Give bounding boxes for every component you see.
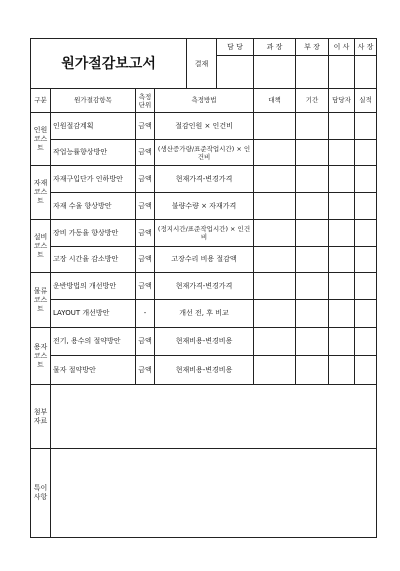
item-cell: 운반방법의 개선방안 bbox=[51, 273, 136, 300]
plan-cell[interactable] bbox=[254, 356, 296, 385]
method-cell: 불량수량 × 자재가격 bbox=[155, 193, 254, 220]
result-cell[interactable] bbox=[355, 356, 377, 385]
approval-role-dept-head: 부 장 bbox=[296, 39, 329, 56]
unit-cell: 금액 bbox=[136, 356, 155, 385]
period-cell[interactable] bbox=[296, 356, 329, 385]
plan-cell[interactable] bbox=[254, 220, 296, 247]
method-cell: 고장수리 비용 절감액 bbox=[155, 247, 254, 273]
approval-label-text: 결재 bbox=[194, 59, 209, 68]
plan-cell[interactable] bbox=[254, 273, 296, 300]
attachments-label: 첨부자료 bbox=[31, 385, 51, 449]
item-cell: 물자 절약방안 bbox=[51, 356, 136, 385]
method-cell: (생산증가량/표준작업시간) × 인건비 bbox=[155, 140, 254, 166]
plan-cell[interactable] bbox=[254, 328, 296, 356]
plan-cell[interactable] bbox=[254, 247, 296, 273]
attachments-field[interactable] bbox=[51, 385, 377, 449]
unit-cell: 금액 bbox=[136, 140, 155, 166]
approval-role-manager: 담 당 bbox=[217, 39, 254, 56]
owner-cell[interactable] bbox=[329, 113, 355, 140]
signature-box[interactable] bbox=[254, 56, 296, 89]
period-cell[interactable] bbox=[296, 300, 329, 328]
result-cell[interactable] bbox=[355, 220, 377, 247]
item-cell: 작업능률향상방안 bbox=[51, 140, 136, 166]
approval-role-president: 사 장 bbox=[355, 39, 377, 56]
result-cell[interactable] bbox=[355, 273, 377, 300]
item-cell: LAYOUT 개선방안 bbox=[51, 300, 136, 328]
notes-field[interactable] bbox=[51, 449, 377, 538]
unit-cell: 금액 bbox=[136, 328, 155, 356]
owner-cell[interactable] bbox=[329, 193, 355, 220]
method-cell: 현재가격-변경가격 bbox=[155, 166, 254, 193]
period-cell[interactable] bbox=[296, 273, 329, 300]
plan-cell[interactable] bbox=[254, 193, 296, 220]
approval-role-director: 이 사 bbox=[329, 39, 355, 56]
owner-cell[interactable] bbox=[329, 140, 355, 166]
category-cell: 용자코스트 bbox=[31, 328, 51, 385]
unit-cell: 금액 bbox=[136, 247, 155, 273]
unit-cell: 금액 bbox=[136, 193, 155, 220]
signature-box[interactable] bbox=[217, 56, 254, 89]
col-header-result: 실적 bbox=[355, 89, 377, 113]
approval-label bbox=[187, 39, 217, 89]
plan-cell[interactable] bbox=[254, 140, 296, 166]
col-header-period: 기간 bbox=[296, 89, 329, 113]
category-cell: 설비코스트 bbox=[31, 220, 51, 273]
unit-cell: 금액 bbox=[136, 273, 155, 300]
method-cell: 개선 전, 후 비교 bbox=[155, 300, 254, 328]
period-cell[interactable] bbox=[296, 166, 329, 193]
owner-cell[interactable] bbox=[329, 300, 355, 328]
owner-cell[interactable] bbox=[329, 273, 355, 300]
signature-box[interactable] bbox=[355, 56, 377, 89]
item-cell: 고장 시간율 감소방안 bbox=[51, 247, 136, 273]
item-cell: 전기, 용수의 절약방안 bbox=[51, 328, 136, 356]
period-cell[interactable] bbox=[296, 220, 329, 247]
unit-cell: 금액 bbox=[136, 166, 155, 193]
item-cell: 자재 수율 향상방안 bbox=[51, 193, 136, 220]
method-cell: (정지시간/표준작업시간) × 인건비 bbox=[155, 220, 254, 247]
signature-box[interactable] bbox=[296, 56, 329, 89]
period-cell[interactable] bbox=[296, 328, 329, 356]
method-cell: 현재비용-변경비용 bbox=[155, 356, 254, 385]
period-cell[interactable] bbox=[296, 193, 329, 220]
owner-cell[interactable] bbox=[329, 166, 355, 193]
owner-cell[interactable] bbox=[329, 356, 355, 385]
owner-cell[interactable] bbox=[329, 328, 355, 356]
unit-cell: 금액 bbox=[136, 220, 155, 247]
result-cell[interactable] bbox=[355, 193, 377, 220]
unit-cell: 금액 bbox=[136, 113, 155, 140]
result-cell[interactable] bbox=[355, 328, 377, 356]
col-header-plan: 대책 bbox=[254, 89, 296, 113]
signature-box[interactable] bbox=[329, 56, 355, 89]
result-cell[interactable] bbox=[355, 300, 377, 328]
approval-role-section-chief: 과 장 bbox=[254, 39, 296, 56]
owner-cell[interactable] bbox=[329, 247, 355, 273]
col-header-method: 측정방법 bbox=[155, 89, 254, 113]
document-title bbox=[31, 39, 187, 89]
result-cell[interactable] bbox=[355, 166, 377, 193]
col-header-item: 원가절감항목 bbox=[51, 89, 136, 113]
report-form bbox=[30, 38, 376, 566]
title-text: 원가절감보고서 bbox=[61, 55, 156, 72]
unit-cell: - bbox=[136, 300, 155, 328]
method-cell: 절감인원 × 인건비 bbox=[155, 113, 254, 140]
plan-cell[interactable] bbox=[254, 300, 296, 328]
col-header-unit: 측정단위 bbox=[136, 89, 155, 113]
plan-cell[interactable] bbox=[254, 113, 296, 140]
report-table bbox=[30, 38, 377, 538]
period-cell[interactable] bbox=[296, 113, 329, 140]
col-header-category: 구분 bbox=[31, 89, 51, 113]
result-cell[interactable] bbox=[355, 140, 377, 166]
item-cell: 장비 가동율 향상방안 bbox=[51, 220, 136, 247]
period-cell[interactable] bbox=[296, 140, 329, 166]
result-cell[interactable] bbox=[355, 247, 377, 273]
method-cell: 현재비용-변경비용 bbox=[155, 328, 254, 356]
category-cell: 자재코스트 bbox=[31, 166, 51, 220]
method-cell: 현재가격-변경가격 bbox=[155, 273, 254, 300]
period-cell[interactable] bbox=[296, 247, 329, 273]
result-cell[interactable] bbox=[355, 113, 377, 140]
plan-cell[interactable] bbox=[254, 166, 296, 193]
item-cell: 자재구입단가 인하방안 bbox=[51, 166, 136, 193]
notes-label: 특이사항 bbox=[31, 449, 51, 538]
item-cell: 인원절감계획 bbox=[51, 113, 136, 140]
category-cell: 물류코스트 bbox=[31, 273, 51, 328]
owner-cell[interactable] bbox=[329, 220, 355, 247]
col-header-owner: 담당자 bbox=[329, 89, 355, 113]
category-cell: 인원코스트 bbox=[31, 113, 51, 166]
